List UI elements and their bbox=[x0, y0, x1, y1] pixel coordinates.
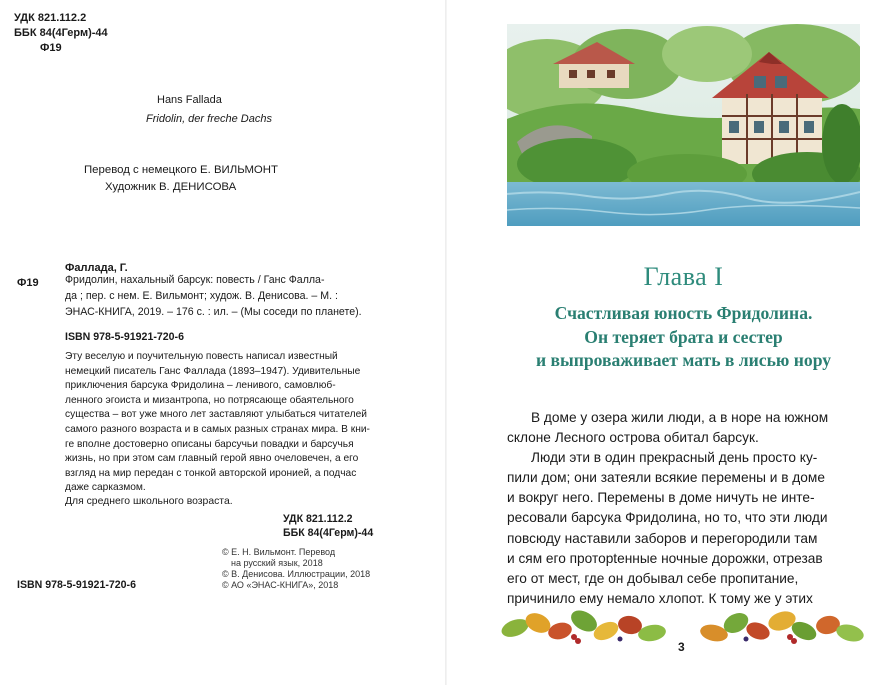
bbk-top: ББК 84(4Герм)-44 bbox=[14, 27, 108, 39]
title-original: Fridolin, der freche Dachs bbox=[146, 113, 272, 125]
catalog-author: Фаллада, Г. bbox=[65, 262, 128, 274]
annotation-line: Эту веселую и поучительную повесть написал известный bbox=[65, 351, 338, 362]
body-line: его от мест, где он добывал себе пропитание, bbox=[507, 570, 799, 586]
author-original: Hans Fallada bbox=[157, 94, 222, 106]
artist-credit: Художник В. ДЕНИСОВА bbox=[105, 181, 237, 193]
annotation-line: самого разного возраста и в самых разных странах мира. В кни- bbox=[65, 423, 370, 435]
body-line: причинило ему немало хлопот. К тому же у этих bbox=[507, 590, 813, 606]
catalog-line: да ; пер. с нем. Е. Вильмонт; худож. В. Денисова. – М. : bbox=[65, 290, 338, 302]
chapter-body bbox=[507, 408, 860, 609]
udk-top: УДК 821.112.2 bbox=[14, 12, 87, 24]
lake-house-illustration bbox=[507, 24, 860, 226]
body-line: склоне Лесного острова обитал барсук. bbox=[507, 430, 759, 446]
translator-credit: Перевод с немецкого Е. ВИЛЬМОНТ bbox=[84, 164, 278, 176]
copyright-line: © В. Денисова. Иллюстрации, 2018 bbox=[222, 569, 371, 579]
subtitle-line: Он теряет брата и сестер bbox=[584, 326, 783, 347]
chapter-subtitle bbox=[500, 302, 867, 373]
body-line: пили дом; они затеяли всякие перемены и в доме bbox=[507, 470, 825, 486]
catalog-line: Фридолин, нахальный барсук: повесть / Ганс Фалла- bbox=[65, 274, 325, 286]
catalog-code: Ф19 bbox=[17, 277, 39, 289]
code-top: Ф19 bbox=[40, 42, 62, 54]
annotation bbox=[65, 350, 370, 496]
catalog-line: ЭНАС-КНИГА, 2019. – 176 с. : ил. – (Мы соседи по планете). bbox=[65, 306, 362, 318]
isbn-main: ISBN 978-5-91921-720-6 bbox=[65, 331, 184, 343]
isbn-bottom: ISBN 978-5-91921-720-6 bbox=[17, 579, 136, 591]
body-line: и вокруг него. Перемены в доме ничуть не инте- bbox=[507, 490, 815, 506]
subtitle-line: и выпроваживает мать в лисью нору bbox=[535, 350, 832, 370]
annotation-line: жизнь, но при этом сам главный герой явно очеловечен, а его bbox=[65, 453, 359, 465]
body-line: Люди эти в один прекрасный день просто ку- bbox=[531, 450, 818, 466]
annotation-line: ге вполне достоверно описаны барсучьи повадки и барсучья bbox=[65, 438, 354, 450]
annotation-line: взгляд на мир передан с тонкой авторской иронией, а подчас bbox=[65, 467, 357, 479]
copyright-line: © АО «ЭНАС-КНИГА», 2018 bbox=[222, 580, 339, 590]
annotation-line: приключения барсука Фридолина – ленивого, самовлюб- bbox=[65, 380, 336, 392]
subtitle-line: Счастливая юность Фридолина. bbox=[554, 303, 813, 323]
copyright-line: © Е. Н. Вильмонт. Перевод bbox=[222, 547, 336, 557]
chapter-heading: Глава I bbox=[643, 262, 724, 291]
annotation-line: существа – вот уже много лет заставляют улыбаться читателей bbox=[65, 409, 367, 421]
body-line: и сям его протоptенные ночные дорожки, отрезав bbox=[507, 550, 823, 566]
body-line: В доме у озера жили люди, а в норе на южном bbox=[531, 410, 829, 425]
catalog-entry bbox=[65, 272, 362, 320]
annotation-line: немецкий писатель Ганс Фаллада (1893–1947). Удивительные bbox=[65, 365, 361, 377]
page-number: 3 bbox=[678, 640, 685, 654]
copyright-line: на русский язык, 2018 bbox=[231, 558, 323, 568]
copyright-block bbox=[222, 547, 370, 591]
age-note: Для среднего школьного возраста. bbox=[65, 496, 233, 507]
annotation-line: даже сарказмом. bbox=[65, 482, 146, 494]
annotation-line: ленного эгоиста и мизантропа, но потрясающе обаятельного bbox=[65, 394, 354, 406]
body-line: ресовали барсука Фридолина, но то, что эти люди bbox=[507, 510, 828, 526]
udk-bottom: УДК 821.112.2 bbox=[283, 513, 353, 525]
body-line: повсюду наставили заборов и перегородили там bbox=[507, 530, 818, 546]
bbk-bottom: ББК 84(4Герм)-44 bbox=[283, 527, 374, 539]
